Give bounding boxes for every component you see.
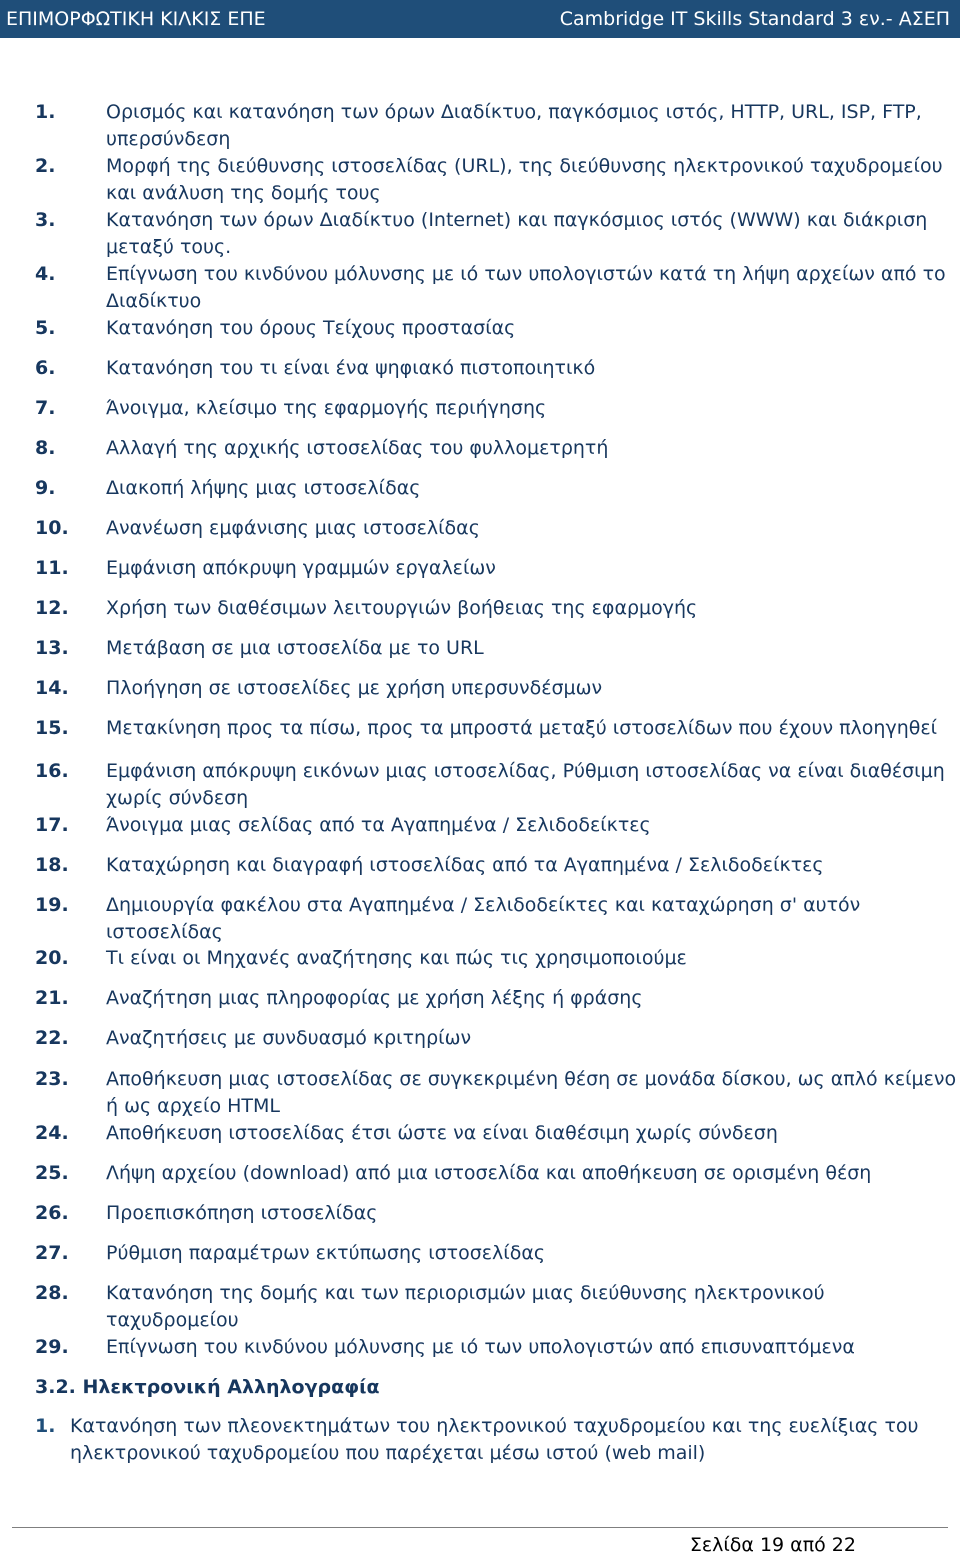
list-item-number: 17. [35,814,69,836]
list-item-text: Χρήση των διαθέσιμων λειτουργιών βοήθειας της εφαρμογής [106,597,698,619]
list-item-number: 5. [35,317,56,339]
list-item-text: Αποθήκευση ιστοσελίδας έτσι ώστε να είναι διαθέσιμη χωρίς σύνδεση [106,1122,778,1144]
list-item-text: Αποθήκευση μιας ιστοσελίδας σε συγκεκριμένη θέση σε μονάδα δίσκου, ως απλό κείμενο ή ως αρχείο HTML [106,1068,957,1117]
list-item-number: 8. [35,437,56,459]
list-item-number: 4. [35,263,56,285]
list-item-number: 1. [35,101,56,123]
list-item-text: Καταχώρηση και διαγραφή ιστοσελίδας από τα Αγαπημένα / Σελιδοδείκτες [106,854,824,876]
list-item-number: 19. [35,894,69,916]
list-item-number: 13. [35,637,69,659]
list-item-number: 12. [35,597,69,619]
list-item-number: 9. [35,477,56,499]
list-item-number: 6. [35,357,56,379]
list-item-number: 7. [35,397,56,419]
list-item-text: Μετάβαση σε μια ιστοσελίδα με το URL [106,637,484,659]
list-item-number: 11. [35,557,69,579]
list-item-text: Εμφάνιση απόκρυψη γραμμών εργαλείων [106,557,496,579]
list-item-number: 22. [35,1027,69,1049]
list-item-text: Ορισμός και κατανόηση των όρων Διαδίκτυο, παγκόσμιος ιστός, HTTP, URL, ISP, FTP, υπερσύνδεση [106,101,922,150]
list-item-text: Ρύθμιση παραμέτρων εκτύπωσης ιστοσελίδας [106,1242,546,1264]
list-item-number: 15. [35,717,69,739]
list-item-text: Λήψη αρχείου (download) από μια ιστοσελίδα και αποθήκευση σε ορισμένη θέση [106,1162,872,1184]
list-item-number: 10. [35,517,69,539]
header-course-title: Cambridge IT Skills Standard 3 εν.- ΑΣΕΠ [559,8,950,30]
list-item-text: Δημιουργία φακέλου στα Αγαπημένα / Σελιδοδείκτες και καταχώρηση σ' αυτόν ιστοσελίδας [106,894,861,943]
list-item-text: Εμφάνιση απόκρυψη εικόνων μιας ιστοσελίδας, Ρύθμιση ιστοσελίδας να είναι διαθέσιμη χωρίς σύνδεση [106,760,945,809]
list-item-text: Αλλαγή της αρχικής ιστοσελίδας του φυλλομετρητή [106,437,609,459]
list-item-number: 14. [35,677,69,699]
list-item-text: Άνοιγμα μιας σελίδας από τα Αγαπημένα / Σελιδοδείκτες [106,814,651,836]
section-item-number: 1. [35,1415,56,1437]
list-item-number: 27. [35,1242,69,1264]
footer-divider [12,1527,948,1528]
section-item-text: Κατανόηση των πλεονεκτημάτων του ηλεκτρονικού ταχυδρομείου και της ευελίξιας του ηλεκτρονικού ταχυδρομείου που παρέχεται μέσω ιστού (web mail) [70,1415,919,1464]
list-item-text: Μετακίνηση προς τα πίσω, προς τα μπροστά μεταξύ ιστοσελίδων που έχουν πλοηγηθεί [106,717,938,739]
page-header-bar [0,0,960,38]
list-item-number: 3. [35,209,56,231]
list-item-text: Αναζήτηση μιας πληροφορίας με χρήση λέξης ή φράσης [106,987,643,1009]
section-heading: 3.2. Ηλεκτρονική Αλληλογραφία [35,1376,380,1398]
list-item-text: Μορφή της διεύθυνσης ιστοσελίδας (URL), της διεύθυνσης ηλεκτρονικού ταχυδρομείου και ανάλυση της δομής τους [106,155,943,204]
list-item-text: Ανανέωση εμφάνισης μιας ιστοσελίδας [106,517,480,539]
list-item-number: 26. [35,1202,69,1224]
list-item-number: 21. [35,987,69,1009]
list-item-number: 25. [35,1162,69,1184]
list-item-number: 28. [35,1282,69,1304]
list-item-text: Πλοήγηση σε ιστοσελίδες με χρήση υπερσυνδέσμων [106,677,603,699]
list-item-text: Προεπισκόπηση ιστοσελίδας [106,1202,378,1224]
list-item-text: Κατανόηση της δομής και των περιορισμών μιας διεύθυνσης ηλεκτρονικού ταχυδρομείου [106,1282,825,1331]
list-item-number: 2. [35,155,56,177]
page-number-label: Σελίδα 19 από 22 [689,1534,856,1556]
list-item-text: Κατανόηση του όρους Τείχους προστασίας [106,317,516,339]
list-item-number: 16. [35,760,69,782]
header-company-name: ΕΠΙΜΟΡΦΩΤΙΚΗ ΚΙΛΚΙΣ ΕΠΕ [6,8,266,30]
list-item-text: Κατανόηση του τι είναι ένα ψηφιακό πιστοποιητικό [106,357,596,379]
list-item-text: Κατανόηση των όρων Διαδίκτυο (Internet) και παγκόσμιος ιστός (WWW) και διάκριση μεταξύ τους. [106,209,928,258]
list-item-text: Επίγνωση του κινδύνου μόλυνσης με ιό των υπολογιστών κατά τη λήψη αρχείων από το Διαδίκτυο [106,263,946,312]
list-item-number: 18. [35,854,69,876]
list-item-text: Τι είναι οι Μηχανές αναζήτησης και πώς τις χρησιμοποιούμε [106,947,687,969]
list-item-number: 29. [35,1336,69,1358]
list-item-number: 23. [35,1068,69,1090]
list-item-text: Διακοπή λήψης μιας ιστοσελίδας [106,477,421,499]
list-item-text: Αναζητήσεις με συνδυασμό κριτηρίων [106,1027,472,1049]
list-item-number: 24. [35,1122,69,1144]
list-item-text: Επίγνωση του κινδύνου μόλυνσης με ιό των υπολογιστών από επισυναπτόμενα [106,1336,855,1358]
list-item-text: Άνοιγμα, κλείσιμο της εφαρμογής περιήγησης [106,397,547,419]
list-item-number: 20. [35,947,69,969]
